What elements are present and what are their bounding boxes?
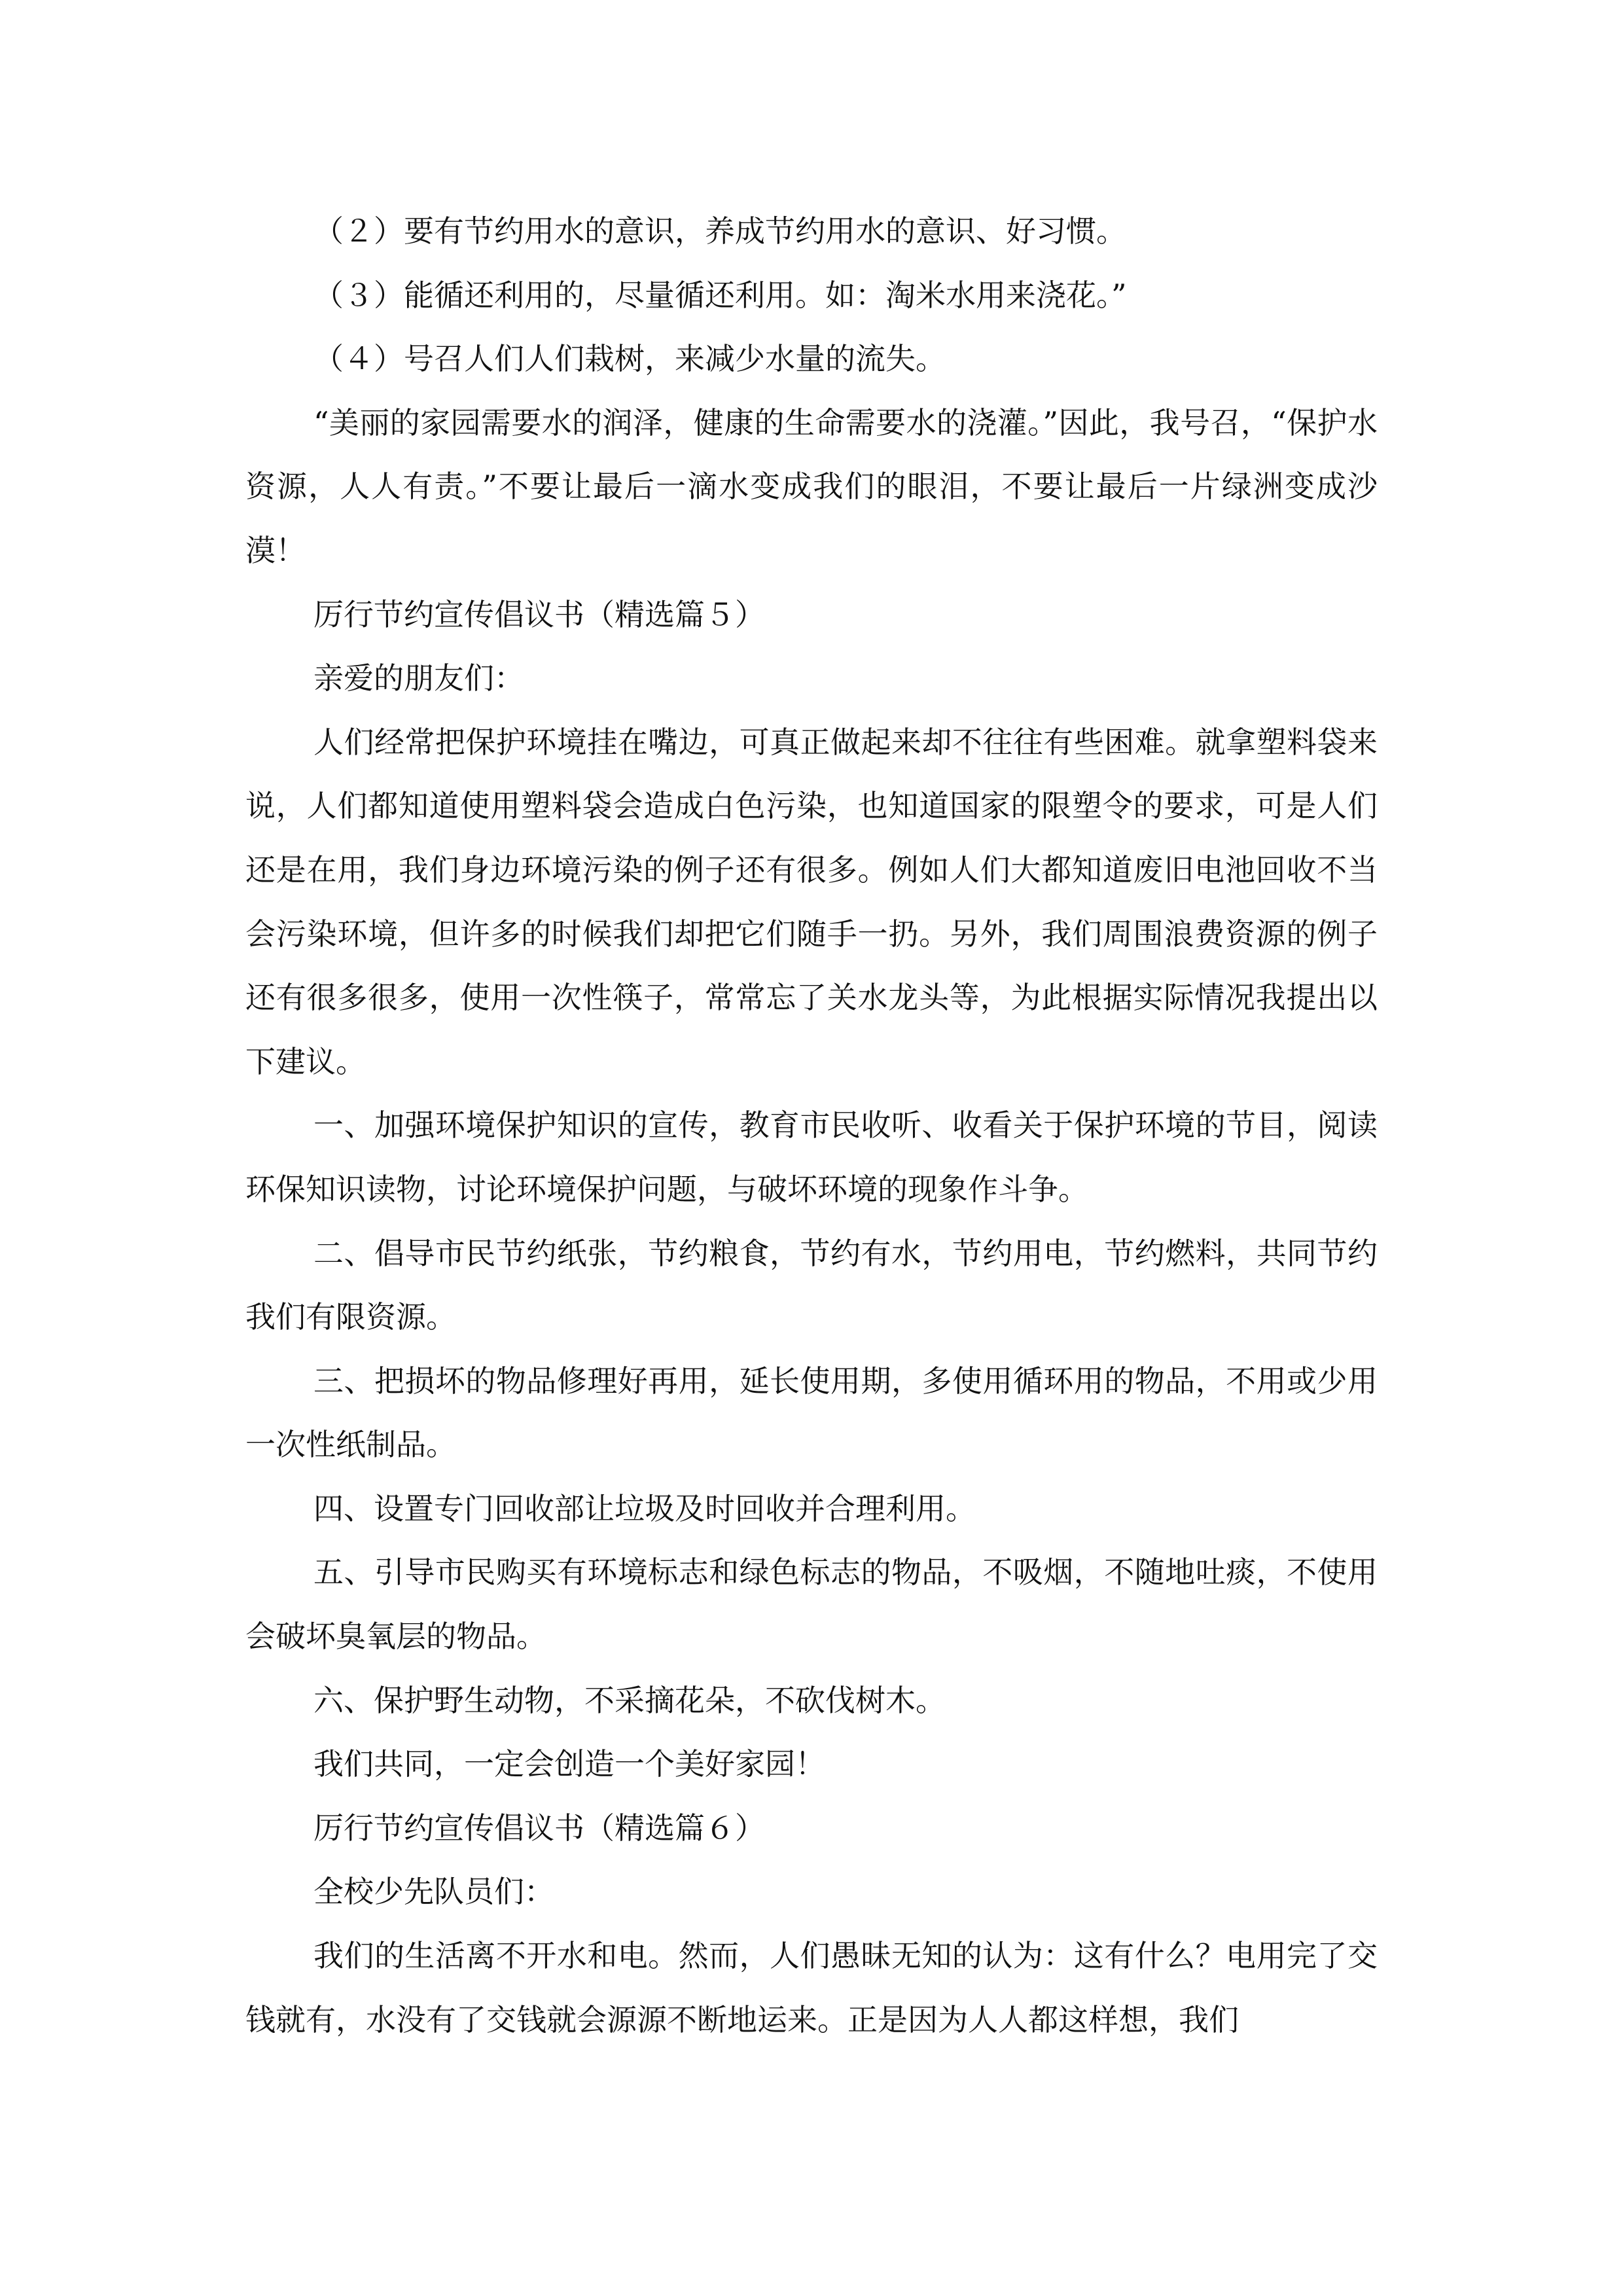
salutation-6: 全校少先队员们： [313, 1874, 554, 1910]
salutation-5: 亲爱的朋友们： [313, 660, 524, 696]
document-page [245, 200, 1378, 2052]
suggestion-4: 四、设置专门回收部让垃圾及时回收并合理利用。 [313, 1490, 976, 1526]
section-heading-5: 厉行节约宣传倡议书（精选篇５） [313, 596, 765, 632]
closing-paragraph: “美丽的家园需要水的润泽，健康的生命需要水的浇灌。”因此，我号召，“保护水资源，人人有责。”不要让最后一滴水变成我们的眼泪，不要让最后一片绿洲变成沙漠！ [245, 404, 1378, 568]
list-item-2: （２）要有节约用水的意识，养成节约用水的意识、好习惯。 [313, 213, 1126, 249]
suggestion-5: 五、引导市民购买有环境标志和绿色标志的物品，不吸烟，不随地吐痰，不使用会破坏臭氧层的物品。 [245, 1554, 1378, 1655]
suggestion-2: 二、倡导市民节约纸张，节约粮食，节约有水，节约用电，节约燃料，共同节约我们有限资源。 [245, 1235, 1378, 1335]
suggestion-1: 一、加强环境保护知识的宣传，教育市民收听、收看关于保护环境的节目，阅读环保知识读物，讨论环境保护问题，与破坏环境的现象作斗争。 [245, 1107, 1378, 1207]
closing-line-5: 我们共同，一定会创造一个美好家园！ [313, 1746, 825, 1782]
body-paragraph-6: 我们的生活离不开水和电。然而，人们愚昧无知的认为：这有什么？电用完了交钱就有，水没有了交钱就会源源不断地运来。正是因为人人都这样想，我们 [245, 1938, 1378, 2037]
body-paragraph: 人们经常把保护环境挂在嘴边，可真正做起来却不往往有些困难。就拿塑料袋来说，人们都知道使用塑料袋会造成白色污染，也知道国家的限塑令的要求，可是人们还是在用，我们身边环境污染的例子还有很多。例如人们大都知道废旧电池回收不当会污染环境，但许多的时候我们却把它们随手一扔。另外，我们周围浪费资源的例子还有很多很多，使用一次性筷子，常常忘了关水龙头等，为此根据实际情况我提出以下建议。 [245, 724, 1378, 1079]
section-heading-6: 厉行节约宣传倡议书（精选篇６） [313, 1810, 765, 1846]
suggestion-6: 六、保护野生动物，不采摘花朵，不砍伐树木。 [313, 1682, 946, 1718]
suggestion-3: 三、把损坏的物品修理好再用，延长使用期，多使用循环用的物品，不用或少用一次性纸制品。 [245, 1363, 1378, 1463]
list-item-3: （３）能循还利用的，尽量循还利用。如：淘米水用来浇花。” [313, 277, 1127, 313]
list-item-4: （４）号召人们人们栽树，来减少水量的流失。 [313, 341, 946, 377]
